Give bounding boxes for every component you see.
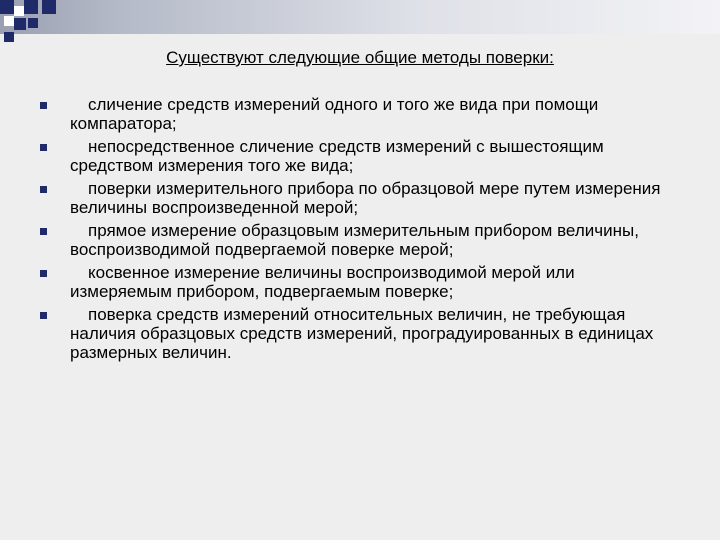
- list-item-text: непосредственное сличение средств измерений с вышестоящим средством измерения того же вида;: [70, 137, 604, 175]
- corner-square: [42, 0, 56, 14]
- square-bullet-icon: [40, 228, 47, 235]
- corner-square: [14, 18, 26, 30]
- list-item-text: прямое измерение образцовым измерительным прибором величины, воспроизводимой подвергаемой поверке мерой;: [70, 221, 639, 259]
- square-bullet-icon: [40, 144, 47, 151]
- list-item: [40, 263, 680, 301]
- list-item: [40, 95, 680, 133]
- corner-square: [4, 32, 14, 42]
- corner-decoration: [0, 0, 80, 48]
- slide-title: Существуют следующие общие методы поверки:: [166, 48, 554, 67]
- list-item: [40, 137, 680, 175]
- methods-list: [40, 95, 680, 366]
- list-item-text: поверки измерительного прибора по образцовой мере путем измерения величины воспроизведенной мерой;: [70, 179, 661, 217]
- list-item: [40, 305, 680, 362]
- list-item: [40, 221, 680, 259]
- square-bullet-icon: [40, 186, 47, 193]
- list-item-text: сличение средств измерений одного и того же вида при помощи компаратора;: [70, 95, 599, 133]
- corner-square: [4, 16, 14, 26]
- list-item-text: поверка средств измерений относительных величин, не требующая наличия образцовых средств измерений, проградуированных в единицах размерных величин.: [70, 305, 654, 362]
- header-band: [0, 0, 720, 34]
- list-item: [40, 179, 680, 217]
- list-item-text: косвенное измерение величины воспроизводимой мерой или измеряемым прибором, подвергаемым поверке;: [70, 263, 575, 301]
- corner-square: [14, 6, 24, 16]
- square-bullet-icon: [40, 270, 47, 277]
- square-bullet-icon: [40, 312, 47, 319]
- corner-square: [24, 0, 38, 14]
- corner-square: [28, 18, 38, 28]
- corner-square: [0, 0, 14, 14]
- square-bullet-icon: [40, 102, 47, 109]
